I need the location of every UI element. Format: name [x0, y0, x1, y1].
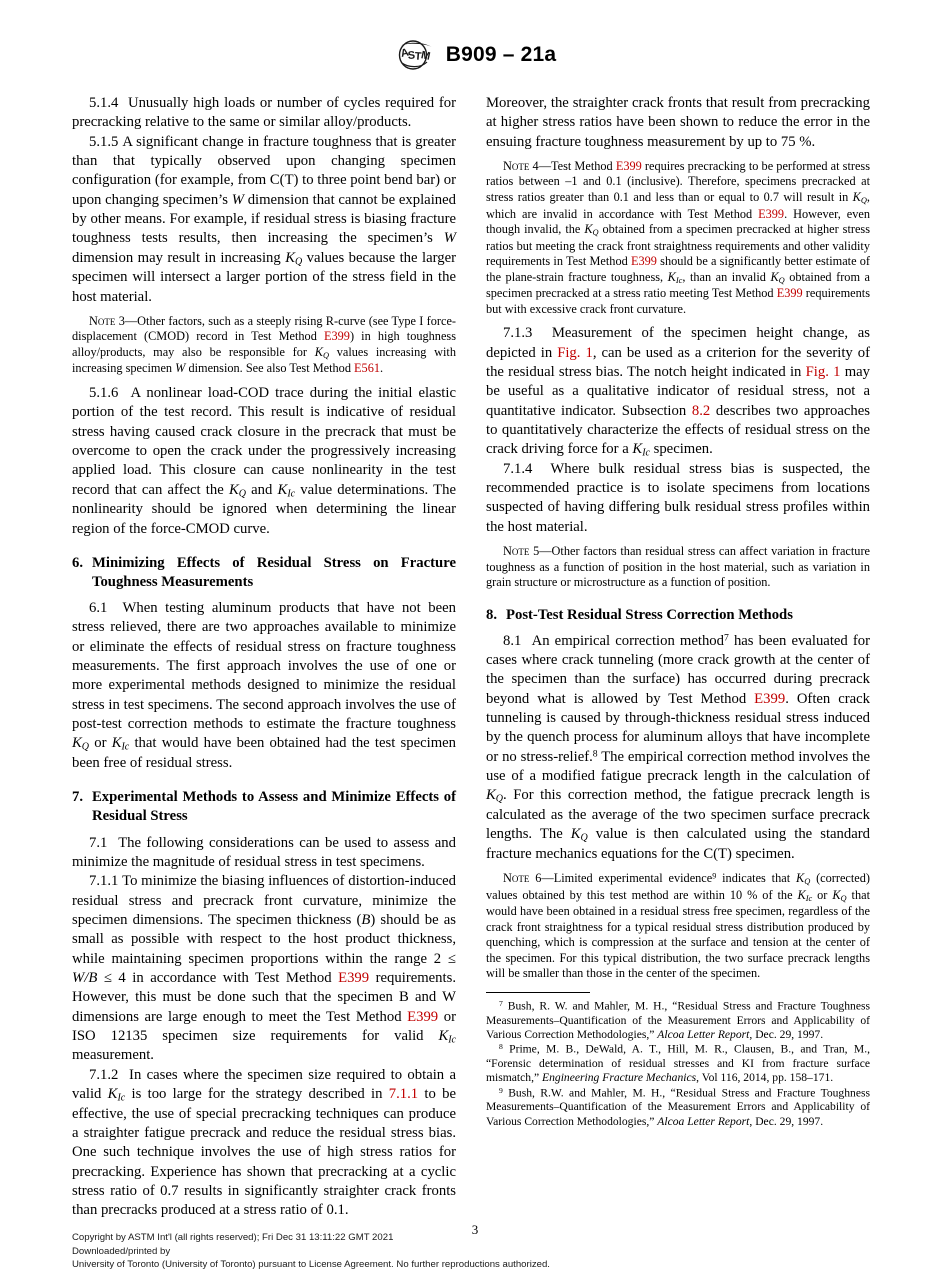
clause-number: 6.1 [89, 600, 108, 617]
symbol-k: K [795, 871, 805, 886]
footnote-source: Alcoa Letter Report [657, 1027, 750, 1041]
clause-text: is too large for the strategy described in [125, 1086, 389, 1103]
link-e399[interactable]: E399 [323, 329, 350, 344]
footnote-source: Alcoa Letter Report [657, 1114, 750, 1128]
clause-text: describes two approaches to quantitatively characterize the effects of residual stress on the crack driving force for a [486, 402, 870, 458]
copyright-footer [72, 1231, 772, 1272]
symbol-k: K [797, 887, 806, 902]
clause-text: An empirical correction method [531, 632, 724, 649]
symbol-k-subscript: Q [295, 256, 303, 268]
symbol-k-subscript: Ic [117, 1092, 126, 1104]
right-column [486, 94, 870, 1129]
symbol-k-subscript: Q [778, 275, 785, 285]
paragraph-7-1-3 [486, 324, 870, 460]
clause-number: 7.1.1 [89, 873, 119, 890]
note-text: ) in high toughness alloy/products, may also be responsible for [72, 329, 456, 359]
symbol-k: K [770, 269, 779, 284]
footnote-source: Engineering Fracture Mechanics [542, 1071, 697, 1085]
symbol-k-subscript: Ic [805, 893, 813, 903]
note-label: Note [503, 158, 530, 173]
svg-text:T: T [413, 50, 422, 63]
note-text: , than an invalid [682, 269, 771, 284]
footnote-text: Bush, R. W. and Mahler, M. H., “Residual Stress and Fracture Toughness Measurements–Quantification of the Measurement Errors and Applicability of Various Correction Methodologies,” [486, 999, 870, 1041]
note-label: Note [503, 544, 530, 559]
paragraph-7-1-1 [72, 872, 456, 1066]
link-e561[interactable]: E561 [354, 361, 381, 376]
paragraph-5-1-5 [72, 133, 456, 307]
paragraph-6-1 [72, 599, 456, 773]
symbol-k-subscript: Ic [287, 488, 296, 500]
footnote-marker: 9 [499, 1085, 503, 1095]
symbol-k: K [228, 481, 239, 498]
paragraph-5-1-6 [72, 384, 456, 539]
clause-text: has been evaluated for cases where crack tunneling (more crack growth at the center of the specimen than the surface) has occurred during precrack beyond what is allowed by Test Method [486, 632, 871, 707]
link-e399[interactable]: E399 [630, 254, 657, 269]
footnote-ref-9[interactable]: 9 [712, 871, 717, 881]
note-text: requirements but with excessive crack front curvature. [486, 286, 870, 316]
note-text: values increasing with increasing specimen [72, 344, 456, 376]
clause-text: requirements. However, this must be done such that the specimen B and W dimensions are large enough to meet the Test Method [72, 969, 456, 1025]
svg-text:M: M [419, 49, 432, 63]
link-e399[interactable]: E399 [776, 286, 803, 301]
note-label: Note [89, 313, 116, 328]
clause-text: When testing aluminum products that have not been stress relieved, there are two approaches available to minimize or eliminate the effects of residual stress on fracture toughness measurements. The first approach involves the use of one or more experimental methods designed to minimize the residual stress in test specimens. The second approach involves the use of post-test correction methods to estimate the fracture toughness [72, 600, 457, 733]
clause-text: or [89, 735, 112, 752]
section-title: Experimental Methods to Assess and Minimize Effects of Residual Stress [92, 789, 456, 825]
clause-text: dimension that cannot be explained by other means. For example, if residual stress is biasing fracture toughness tests results, then increasing the specimen’s [72, 191, 456, 247]
symbol-k: K [852, 189, 861, 204]
symbol-k-subscript: Ic [448, 1034, 456, 1046]
symbol-k-subscript: Q [322, 350, 329, 360]
paragraph-8-1 [486, 632, 870, 865]
clause-text: , can be used as a criterion for the severity of the residual stress bias. The notch height indicated in [486, 344, 871, 380]
clause-text: Measurement of the specimen height change, as depicted in [486, 325, 870, 361]
clause-text: To minimize the biasing influences of distortion-induced residual stress and precrack front curvature, minimize the specimen dimensions. The specimen thickness ( [72, 873, 456, 928]
link-7-1-1[interactable]: 7.1.1 [388, 1086, 419, 1103]
link-e399[interactable]: E399 [407, 1008, 439, 1025]
section-heading-7 [72, 788, 456, 826]
section-title: Post-Test Residual Stress Correction Methods [506, 606, 793, 623]
symbol-k: K [438, 1027, 449, 1044]
note-5 [486, 544, 870, 590]
note-4 [486, 159, 870, 317]
link-e399[interactable]: E399 [615, 158, 642, 173]
paragraph-7-1-4 [486, 460, 870, 537]
note-text: indicates that [716, 871, 796, 886]
symbol-k: K [632, 441, 643, 458]
footnote-marker: 7 [499, 998, 503, 1008]
note-text: should be a significantly better estimate of the plane-strain fracture toughness, [486, 254, 870, 284]
clause-number: 5.1.5 [89, 133, 119, 150]
symbol-k-subscript: Ic [642, 447, 650, 459]
clause-text: value is then calculated using the standard fracture mechanics equations for the C(T) specimen. [486, 826, 870, 862]
standard-designation: B909 – 21a [445, 43, 557, 66]
clause-text: The following considerations can be used to assess and minimize the magnitude of residual stress in test specimens. [72, 834, 456, 870]
footnote-item [486, 1042, 870, 1085]
note-text: —Limited experimental evidence [541, 871, 713, 886]
symbol-k-subscript: Q [495, 793, 504, 805]
symbol-k: K [832, 887, 841, 902]
note-number: 3 [118, 313, 125, 328]
variable-w: W [443, 230, 456, 247]
footnote-marker: 8 [499, 1042, 503, 1052]
note-text: or [812, 887, 833, 902]
link-e399[interactable]: E399 [754, 690, 786, 707]
clause-text: A significant change in fracture toughness that is greater than that typically observed upon changing specimen configuration (for example, from C(T) to three point bend bar) or upon changing specimen’s [72, 133, 457, 208]
symbol-k: K [570, 826, 581, 843]
symbol-k-subscript: Q [580, 832, 588, 844]
symbol-k-subscript: Q [592, 228, 599, 238]
clause-text: may be useful as a qualitative indicator of residual stress, not a quantitative indicator. Subsection [486, 363, 871, 419]
symbol-k: K [72, 735, 82, 752]
clause-number: 7.1.4 [503, 460, 533, 477]
footnote-text: Bush, R.W. and Mahler, M. H., “Residual Stress and Fracture Toughness Measurements–Quantification of the Measurement Errors and Applicability of Various Correction Methodologies,” [486, 1086, 870, 1128]
note-text: —Other factors than residual stress can affect variation in fracture toughness as a function of position in the host material, such as variation in grain structure or microstructure as a function of position. [486, 544, 870, 590]
link-fig-1[interactable]: Fig. 1 [805, 363, 841, 380]
paragraph-7-1-2 [72, 1066, 456, 1221]
note-text: —Test Method [538, 158, 616, 173]
page-number: 3 [471, 1222, 479, 1237]
footnote-text: , Dec. 29, 1997. [749, 1114, 824, 1128]
paragraph-7-1 [72, 834, 456, 873]
clause-text: measurement. [72, 1047, 154, 1064]
symbol-k-subscript: Ic [675, 275, 683, 285]
footnote-separator-rule [486, 992, 590, 993]
clause-text: value determinations. The nonlinearity should be ignored when determining the linear region of the force-CMOD curve. [72, 481, 456, 537]
downloaded-by-line: Downloaded/printed by [72, 1245, 171, 1257]
link-fig-1[interactable]: Fig. 1 [557, 344, 593, 361]
clause-text: A nonlinear load-COD trace during the initial elastic portion of the test record. This result is indicative of residual stress having caused crack closure in the precrack that must be overcome to open the crack under the progressively increasing applied load. This closure can cause nonlinearity in the test record that can affect the [72, 384, 456, 498]
license-line: University of Toronto (University of Toronto) pursuant to License Agreement. No further reproductions authorized. [72, 1259, 550, 1271]
clause-number: 7.1 [89, 834, 108, 851]
note-text: . [380, 361, 384, 376]
note-number: 4 [532, 158, 539, 173]
note-text: dimension. See also Test Method [185, 361, 355, 376]
variable-w: W [175, 361, 186, 376]
footnote-ref-7[interactable]: 7 [723, 632, 729, 644]
astm-logo [394, 38, 436, 72]
clause-text: . For this correction method, the fatigue precrack length is calculated as the average of the two specimen surface precrack lengths. The [486, 787, 870, 843]
symbol-k-subscript: Q [238, 488, 246, 500]
symbol-k: K [285, 249, 295, 266]
clause-text: . Often crack tunneling is caused by through-thickness residual stress induced by the quench process for aluminum alloys that have incomplete or no stress-relief. [486, 690, 871, 765]
link-8-2[interactable]: 8.2 [691, 402, 711, 419]
note-3 [72, 314, 456, 377]
footnote-item [486, 1086, 870, 1129]
link-e399[interactable]: E399 [338, 969, 370, 986]
section-number: 6. [72, 554, 84, 571]
symbol-k-subscript: Q [860, 196, 867, 206]
clause-text: or ISO 12135 specimen size requirements for valid [72, 1008, 456, 1044]
footnote-item [486, 999, 870, 1042]
clause-number: 7.1.2 [89, 1066, 119, 1083]
variable-b: B [361, 911, 371, 928]
clause-number: 8.1 [503, 632, 522, 649]
clause-text: that would have been obtained had the test specimen been free of residual stress. [72, 735, 456, 772]
section-heading-8 [486, 606, 870, 625]
svg-text:S: S [407, 49, 416, 62]
note-text: . However, even though invalid, the [486, 206, 870, 237]
paragraph-continued: Moreover, the straighter crack fronts that result from precracking at higher stress ratios have been shown to reduce the error in the ensuing fracture toughness measurement by up to 75 %. [486, 95, 870, 150]
note-text: , which are invalid in accordance with Test Method [486, 189, 870, 221]
symbol-k: K [667, 269, 676, 284]
section-title: Minimizing Effects of Residual Stress on Fracture Toughness Measurements [92, 554, 456, 590]
symbol-k: K [107, 1086, 118, 1103]
symbol-k: K [314, 344, 323, 359]
note-text: that would have been obtained in a residual stress free specimen, regardless of the crack front straightness for a typical residual stress distribution produced by quenching, which is compression at the surface and tension at the center of the specimen. For this typical distribution, the two surface precrack lengths will be smaller than those in the center of the specimen. [486, 887, 870, 981]
note-text: obtained from a specimen precracked at a stress ratio meeting Test Method [486, 269, 870, 301]
note-text: (corrected) values obtained by this test method are within 10 % of the [486, 871, 871, 902]
clause-text: and [245, 481, 278, 498]
clause-text: Where bulk residual stress bias is suspected, the recommended practice is to isolate specimens from locations suspected of having differing bulk residual stress profiles within the host material. [486, 460, 870, 535]
note-number: 5 [533, 544, 540, 559]
left-column [72, 94, 456, 1221]
link-e399[interactable]: E399 [758, 206, 785, 221]
symbol-k: K [277, 481, 288, 498]
clause-text: dimension may result in increasing [72, 249, 286, 266]
clause-text: The empirical correction method involves the use of a modified fatigue precrack length in the calculation of [486, 748, 870, 784]
section-heading-6 [72, 554, 456, 592]
symbol-k-subscript: Ic [121, 741, 130, 753]
svg-text:A: A [399, 46, 410, 60]
clause-number: 5.1.6 [89, 384, 119, 401]
clause-text: ) should be as small as possible with respect to the host product thickness, while maintaining specimen proportions within the range 2 ≤ [72, 911, 456, 967]
note-text: requires precracking to be performed at stress ratios between –1 and 0.1 (inclusive). Therefore, specimens precracked at stress ratios greater than 0.1 and less than or equal to 0.7 will result in [486, 158, 870, 204]
clause-text: specimen. [649, 441, 713, 458]
clause-text: ≤ 4 in accordance with Test Method [97, 969, 339, 986]
note-number: 6 [535, 871, 542, 886]
variable-w-over-b: W/B [72, 969, 98, 986]
page-header [0, 38, 950, 72]
copyright-line: Copyright by ASTM Int'l (all rights reserved); Fri Dec 31 13:11:22 GMT 2021 [72, 1232, 394, 1243]
symbol-k-subscript: Q [840, 893, 847, 903]
note-text: obtained from a specimen precracked at higher stress ratios but meeting the crack front straightness requirements and other validity requirements in Test Method [486, 222, 870, 269]
note-6 [486, 871, 870, 982]
clause-number: 5.1.4 [89, 95, 119, 111]
footnote-text: Prime, M. B., DeWald, A. T., Hill, M. R., Clausen, B., and Tran, M., “Forensic determination of residual stresses and KI from fracture surface mismatch,” [486, 1042, 870, 1085]
section-number: 8. [486, 606, 498, 623]
clause-text: In cases where the specimen size required to obtain a valid [72, 1066, 456, 1103]
note-label: Note [503, 871, 530, 886]
paragraph-5-1-4 [72, 94, 456, 133]
symbol-k: K [111, 735, 122, 752]
symbol-k: K [486, 787, 496, 804]
clause-text: to be effective, the use of special precracking techniques can produce a straighter fatigue precrack and reduce the residual stress bias. One such technique involves the use of high stress ratios for precracking. Experience has shown that precracking at a cyclic stress ratio of 0.7 results in significantly straighter crack fronts than precracks produced at a stress ratio of 0.1. [72, 1086, 457, 1219]
clause-text: values because the larger specimen will intersect a larger portion of the stress field in the host material. [72, 249, 456, 305]
variable-w: W [231, 191, 244, 208]
footnote-text: , Dec. 29, 1997. [749, 1027, 824, 1041]
section-number: 7. [72, 789, 84, 806]
clause-number: 7.1.3 [503, 325, 533, 342]
note-text: —Other factors, such as a steeply rising R-curve (see Type I force-displacement (CMOD) record in Test Method [72, 313, 456, 344]
footnote-ref-8[interactable]: 8 [592, 748, 598, 760]
symbol-k: K [584, 222, 593, 237]
clause-text: Unusually high loads or number of cycles required for precracking relative to the same or similar alloy/products. [72, 95, 456, 131]
symbol-k-subscript: Q [804, 877, 811, 887]
footnote-text: , Vol 116, 2014, pp. 158–171. [696, 1071, 834, 1085]
symbol-k-subscript: Q [81, 741, 90, 753]
footnote-list [486, 999, 870, 1129]
